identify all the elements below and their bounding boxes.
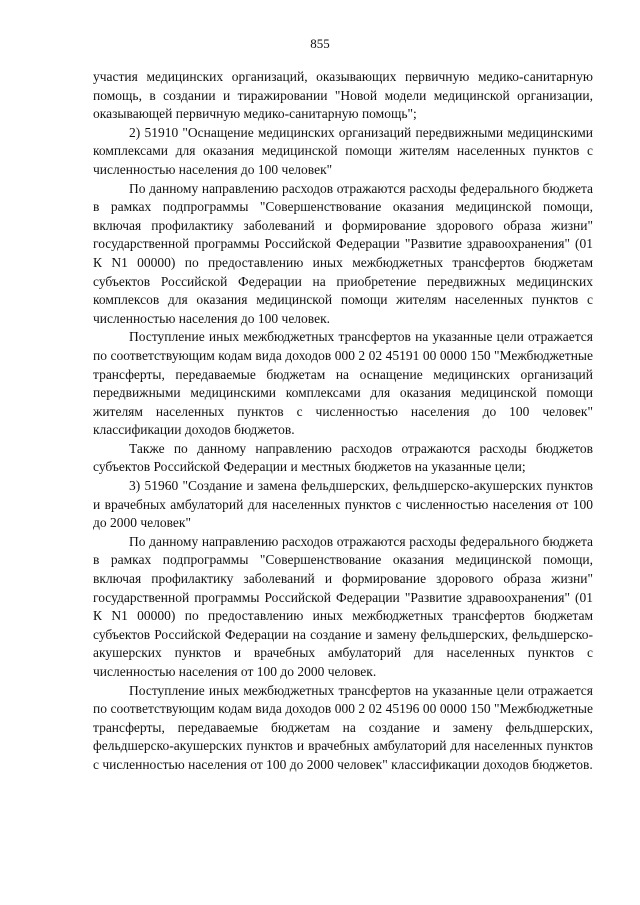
paragraph-6: 3) 51960 "Создание и замена фельдшерских, фельдшерско-акушерских пунктов и врачебных амбулаторий для населенных пунктов с численностью населения от 100 до 2000 человек" [93, 478, 593, 531]
paragraph-2: 2) 51910 "Оснащение медицинских организаций передвижными медицинскими комплексами для оказания медицинской помощи жителям населенных пунктов с численностью населения до 100 человек" [93, 124, 593, 177]
paragraph-3: По данному направлению расходов отражаются расходы федерального бюджета в рамках подпрограммы "Совершенствование оказания медицинской помощи, включая профилактику заболеваний и формирование здорового образа жизни" государственной программы Российской Федерации "Развитие здравоохранения" (01 К N1 00000) по предоставлению иных межбюджетных трансфертов бюджетам субъектов Российской Федерации на приобретение передвижных медицинских комплексов для оказания медицинской помощи жителям населенных пунктов с численностью населения до 100 человек. [93, 180, 593, 326]
paragraph-7: По данному направлению расходов отражаются расходы федерального бюджета в рамках подпрограммы "Совершенствование оказания медицинской помощи, включая профилактику заболеваний и формирование здорового образа жизни" государственной программы Российской Федерации "Развитие здравоохранения" (01 К N1 00000) по предоставлению иных межбюджетных трансфертов бюджетам субъектов Российской Федерации на создание и замену фельдшерских, фельдшерско-акушерских пунктов и врачебных амбулаторий для населенных пунктов с численностью населения от 100 до 2000 человек. [93, 533, 593, 679]
document-body [93, 68, 593, 775]
paragraph-1: участия медицинских организаций, оказывающих первичную медико-санитарную помощь, в создании и тиражировании "Новой модели медицинской организации, оказывающей первичную медико-санитарную помощь"; [93, 69, 593, 122]
paragraph-5: Также по данному направлению расходов отражаются расходы бюджетов субъектов Российской Федерации и местных бюджетов на указанные цели; [93, 440, 593, 475]
paragraph-4: Поступление иных межбюджетных трансфертов на указанные цели отражается по соответствующим кодам вида доходов 000 2 02 45191 00 0000 150 "Межбюджетные трансферты, передаваемые бюджетам на оснащение медицинских организаций передвижными медицинскими комплексами для оказания медицинской помощи жителям населенных пунктов с численностью населения до 100 человек" классификации доходов бюджетов. [93, 329, 593, 438]
page-number: 855 [310, 36, 330, 51]
paragraph-8: Поступление иных межбюджетных трансфертов на указанные цели отражается по соответствующим кодам вида доходов 000 2 02 45196 00 0000 150 "Межбюджетные трансферты, передаваемые бюджетам на создание и замену фельдшерских, фельдшерско-акушерских пунктов и врачебных амбулаторий для населенных пунктов с численностью населения от 100 до 2000 человек" классификации доходов бюджетов. [93, 682, 593, 772]
